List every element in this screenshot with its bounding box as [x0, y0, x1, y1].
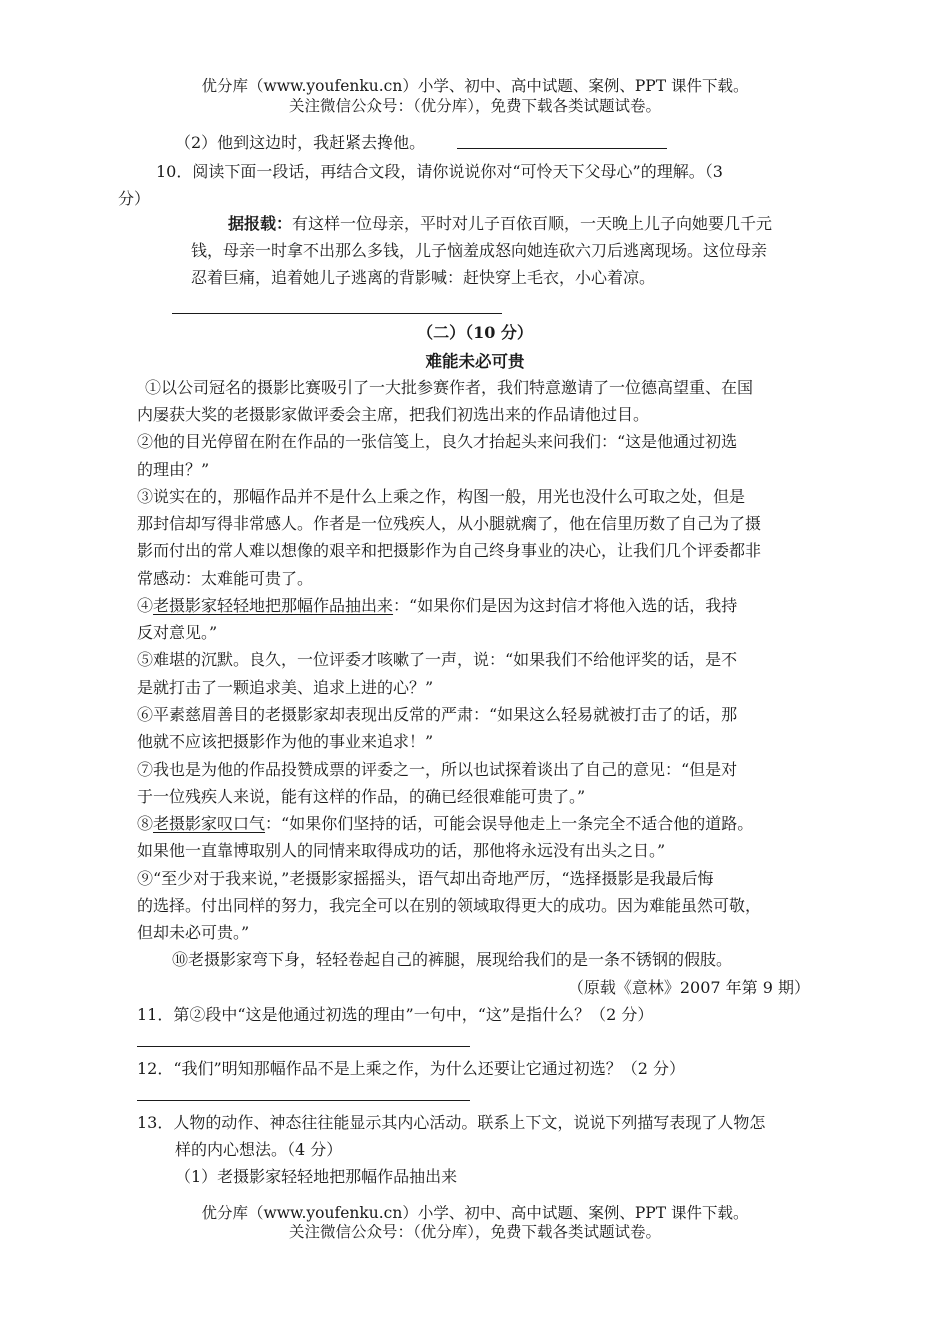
footer-line-2: 关注微信公众号：（优分库），免费下载各类试题试卷。 — [288, 1223, 661, 1241]
question-10-line-2: 分） — [118, 189, 151, 208]
news-note-line-3: 忍着巨痛，追着她儿子逃离的背影喊：赶快穿上毛衣，小心着凉。 — [191, 268, 656, 287]
paragraph-8-line-1 — [137, 811, 753, 834]
paragraph-9-line-2: 的选择。付出同样的努力，我完全可以在别的领域取得更大的成功。因为难能虽然可敬， — [137, 896, 762, 915]
paragraph-3-line-2: 那封信却写得非常感人。作者是一位残疾人，从小腿就瘸了，他在信里历数了自己为了摄 — [137, 514, 762, 533]
paragraph-3-line-4: 常感动：太难能可贵了。 — [137, 569, 314, 588]
paragraph-7-line-2: 于一位残疾人来说，能有这样的作品，的确已经很难能可贵了。” — [137, 787, 586, 806]
answer-line-q12 — [137, 1100, 470, 1101]
question-11: 11．第②段中“这是他通过初选的理由”一句中，“这”是指什么？（2 分） — [137, 1005, 654, 1024]
section-number: （二）（10 分） — [417, 323, 533, 342]
answer-line-q10 — [172, 313, 502, 314]
paragraph-5-line-1: ⑤难堪的沉默。良久，一位评委才咳嗽了一声，说：“如果我们不给他评奖的话，是不 — [137, 650, 738, 669]
answer-line-q9-2 — [457, 148, 667, 149]
paragraph-8-line-2: 如果他一直靠博取别人的同情来取得成功的话，那他将永远没有出头之日。” — [137, 841, 666, 860]
source-citation: （原载《意林》2007 年第 9 期） — [567, 978, 810, 997]
question-10-line-1: 10．阅读下面一段话，再结合文段，请你说说你对“可怜天下父母心”的理解。（3 — [156, 162, 723, 181]
paragraph-1-line-1: ①以公司冠名的摄影比赛吸引了一大批参赛作者，我们特意邀请了一位德高望重、在国 — [145, 378, 754, 397]
news-note-line-1 — [228, 211, 772, 237]
paragraph-3-line-3: 影而付出的常人难以想像的艰辛和把摄影作为自己终身事业的决心，让我们几个评委都非 — [137, 541, 762, 560]
question-13-line-1: 13．人物的动作、神态往往能显示其内心活动。联系上下文，说说下列描写表现了人物怎 — [137, 1113, 766, 1132]
news-note-line-2: 钱，母亲一时拿不出那么多钱，儿子恼羞成怒向她连砍六刀后逃离现场。这位母亲 — [191, 241, 768, 260]
paragraph-9-line-3: 但却未必可贵。” — [137, 923, 250, 942]
question-12: 12．“我们”明知那幅作品不是上乘之作，为什么还要让它通过初选？（2 分） — [137, 1059, 685, 1078]
paragraph-6-line-1: ⑥平素慈眉善目的老摄影家却表现出反常的严肃：“如果这么轻易就被打击了的话，那 — [137, 705, 738, 724]
question-13-sub-1: （1）老摄影家轻轻地把那幅作品抽出来 — [175, 1167, 458, 1186]
paragraph-4-rest: ：“如果你们是因为这封信才将他入选的话，我持 — [393, 596, 738, 615]
question-13-line-2: 样的内心想法。（4 分） — [175, 1140, 343, 1159]
paragraph-4-line-1 — [137, 593, 737, 616]
header-line-1: 优分库（www.youfenku.cn）小学、初中、高中试题、案例、PPT 课件下载。 — [201, 77, 749, 95]
paragraph-10: ⑩老摄影家弯下身，轻轻卷起自己的裤腿，展现给我们的是一条不锈钢的假肢。 — [172, 950, 733, 969]
paragraph-1-line-2: 内屡获大奖的老摄影家做评委会主席，把我们初选出来的作品请他过目。 — [137, 405, 650, 424]
paragraph-2-line-1: ②他的目光停留在附在作品的一张信笺上，良久才抬起头来问我们：“这是他通过初选 — [137, 432, 738, 451]
answer-line-q11 — [137, 1046, 470, 1047]
paragraph-5-line-2: 是就打击了一颗追求美、追求上进的心？” — [137, 678, 434, 697]
footer-line-1: 优分库（www.youfenku.cn）小学、初中、高中试题、案例、PPT 课件下载。 — [201, 1204, 749, 1222]
paragraph-4-line-2: 反对意见。” — [137, 623, 218, 642]
paragraph-3-line-1: ③说实在的，那幅作品并不是什么上乘之作，构图一般，用光也没什么可取之处，但是 — [137, 487, 746, 506]
paragraph-4-number: ④ — [137, 596, 154, 615]
paragraph-8-number: ⑧ — [137, 814, 154, 833]
passage-title: 难能未必可贵 — [425, 352, 525, 371]
news-note-label: 据报载： — [228, 214, 293, 233]
paragraph-7-line-1: ⑦我也是为他的作品投赞成票的评委之一，所以也试探着谈出了自己的意见：“但是对 — [137, 760, 738, 779]
header-line-2: 关注微信公众号：（优分库），免费下载各类试题试卷。 — [288, 97, 661, 115]
question-9-2: （2）他到这边时，我赶紧去搀他。 — [175, 133, 426, 152]
news-note-text-1: 有这样一位母亲，平时对儿子百依百顺，一天晚上儿子向她要几千元 — [292, 214, 773, 233]
paragraph-8-rest: ：“如果你们坚持的话，可能会误导他走上一条完全不适合他的道路。 — [265, 814, 754, 833]
paragraph-9-line-1: ⑨“至少对于我来说，”老摄影家摇摇头，语气却出奇地严厉，“选择摄影是我最后悔 — [137, 869, 714, 888]
paragraph-6-line-2: 他就不应该把摄影作为他的事业来追求！” — [137, 732, 434, 751]
paragraph-4-underlined-phrase: 老摄影家轻轻地把那幅作品抽出来 — [153, 596, 394, 615]
paragraph-2-line-2: 的理由？” — [137, 460, 210, 479]
paragraph-8-underlined-phrase: 老摄影家叹口气 — [153, 814, 266, 833]
